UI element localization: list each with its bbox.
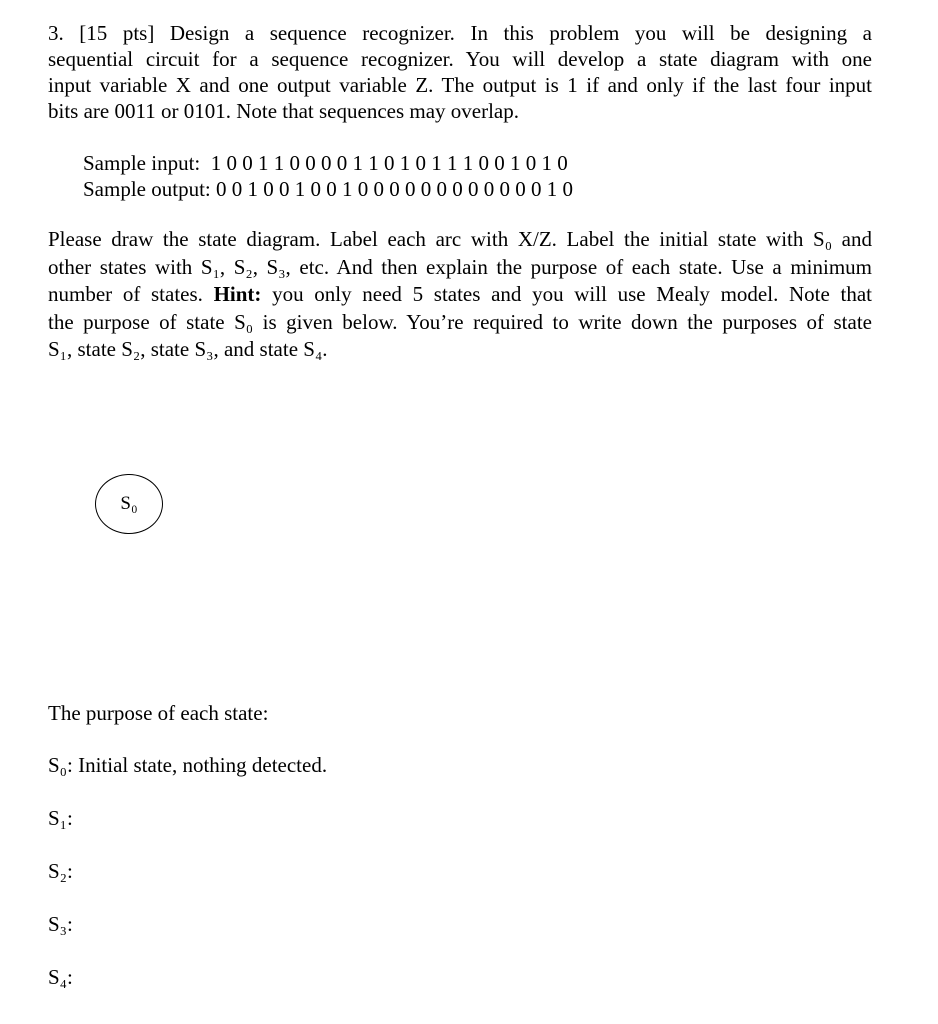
- sample-input-row: [83, 150, 573, 176]
- purpose-s2: S₂:: [48, 859, 73, 883]
- instructions-line-5: S₁, state S₂, state S₃, and state S₄.: [48, 337, 328, 361]
- initial-state-label: S₀: [120, 493, 138, 514]
- sample-output-label: Sample output:: [83, 177, 211, 201]
- purpose-s0: S₀: Initial state, nothing detected.: [48, 753, 328, 777]
- instructions-line-3-pre: number of states.: [48, 282, 214, 306]
- initial-state-node: [95, 474, 163, 534]
- problem-line-4: bits are 0011 or 0101. Note that sequences may overlap.: [48, 99, 520, 123]
- sample-output-value: 0 0 1 0 0 1 0 0 1 0 0 0 0 0 0 0 0 0 0 0 0 1 0: [210, 177, 573, 201]
- sample-input-label: Sample input:: [83, 151, 206, 175]
- instructions-line-2: other states with S₁, S₂, S₃, etc. And then explain the purpose of each state. Use a minimum: [48, 254, 872, 279]
- instructions-line-3: [48, 281, 872, 309]
- sample-io: [83, 150, 573, 202]
- instructions: [48, 226, 872, 364]
- sample-input-value: 1 0 0 1 1 0 0 0 0 1 1 0 1 0 1 1 1 0 0 1 0 1 0: [205, 151, 568, 175]
- problem-line-3: input variable X and one output variable Z. The output is 1 if and only if the last four input: [48, 73, 872, 97]
- hint-label: Hint:: [213, 282, 262, 306]
- instructions-line-1: Please draw the state diagram. Label each arc with X/Z. Label the initial state with S₀ and: [48, 227, 872, 251]
- purpose-s3: S₃:: [48, 912, 73, 936]
- instructions-line-3-post: you only need 5 states and you will use Mealy model. Note that: [261, 282, 872, 306]
- problem-line-2: sequential circuit for a sequence recognizer. You will develop a state diagram with one: [48, 47, 872, 71]
- problem-line-1: 3. [15 pts] Design a sequence recognizer. In this problem you will be designing a: [48, 21, 872, 45]
- sample-output-row: [83, 176, 573, 202]
- instructions-line-4: the purpose of state S₀ is given below. You’re required to write down the purposes of state: [48, 309, 872, 334]
- purpose-title: The purpose of each state:: [48, 701, 269, 725]
- problem-statement: [48, 20, 872, 124]
- purpose-s1: S₁:: [48, 806, 73, 830]
- purpose-s4: S₄:: [48, 965, 73, 989]
